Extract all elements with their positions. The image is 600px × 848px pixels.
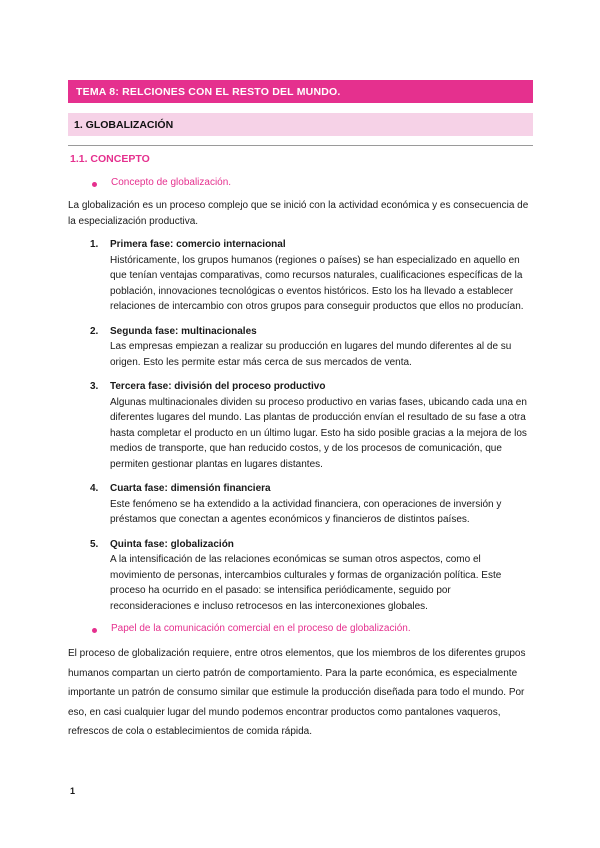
subsection-title: 1.1. CONCEPTO: [70, 153, 150, 165]
item-body: Algunas multinacionales dividen su proceso productivo en varias fases, ubicando cada una en diferentes lugares del mundo. Las plantas de producción envían el resultado de su fase a otra hasta completar el producto en un último lugar. Esto ha sido posible gracias a la mejora de los medios de transporte, que han reducido costos, y de los procesos de comunicación, que permiten gestionar plantas en lugares distantes.: [110, 396, 527, 470]
bullet-item-concept: [92, 177, 533, 188]
section-title: 1. GLOBALIZACIÓN: [74, 119, 174, 131]
list-item: [90, 324, 533, 371]
bullet-item-role: [92, 623, 533, 634]
item-heading: Segunda fase: multinacionales: [110, 325, 257, 337]
item-content: [110, 481, 533, 528]
item-heading: Primera fase: comercio internacional: [110, 239, 286, 250]
intro-paragraph: La globalización es un proceso complejo que se inició con la actividad económica y es consecuencia de la especialización productiva.: [68, 200, 529, 227]
item-body: A la intensificación de las relaciones económicas se suman otros aspectos, como el movimiento de personas, intercambios culturales y formas de organización política. Este proceso ha ocurrido en el pasado: se intensifica periódicamente, seguido por reconsideraciones e incluso retrocesos en las interconexiones globales.: [110, 554, 502, 612]
bullet-icon: [92, 182, 97, 187]
list-item: [90, 379, 533, 472]
page-number: 1: [70, 786, 76, 796]
item-heading: Tercera fase: división del proceso productivo: [110, 381, 326, 392]
item-heading: Quinta fase: globalización: [110, 538, 234, 550]
list-item: [90, 237, 533, 315]
item-number: 2.: [90, 325, 99, 337]
section-divider: [68, 145, 533, 146]
bullet-label: Papel de la comunicación comercial en el proceso de globalización.: [111, 623, 411, 634]
item-body: Este fenómeno se ha extendido a la actividad financiera, con operaciones de inversión y préstamos que conectan a agentes económicos y financieros de distintos países.: [110, 498, 502, 525]
list-item: [90, 537, 533, 615]
item-content: [110, 379, 533, 472]
closing-paragraph: El proceso de globalización requiere, entre otros elementos, que los miembros de los diferentes grupos humanos compartan un cierto patrón de comportamiento. Para la parte económica, es especialmente importante un patrón de consumo similar que estimule la producción diseñada para todo el mundo. Por eso, en casi cualquier lugar del mundo podemos encontrar productos como pantalones vaqueros, refrescos de cola o establecimientos de comida rápida.: [68, 648, 526, 737]
phases-list: [90, 237, 533, 614]
item-body: Las empresas empiezan a realizar su producción en lugares del mundo diferentes al de su origen. Esto les permite estar más cerca de sus mercados de venta.: [110, 341, 512, 368]
chapter-title: TEMA 8: RELCIONES CON EL RESTO DEL MUNDO.: [76, 86, 341, 98]
section-header: [68, 113, 533, 136]
list-item: [90, 481, 533, 528]
item-content: [110, 537, 533, 615]
item-content: [110, 237, 533, 315]
item-number: 1.: [90, 239, 99, 250]
chapter-title-banner: [68, 80, 533, 103]
item-content: [110, 324, 533, 371]
bullet-icon: [92, 628, 97, 633]
item-body: Históricamente, los grupos humanos (regiones o países) se han especializado en aquello en que tenían ventajas comparativas, como recursos naturales, cualificaciones específicas de la población, innovaciones tecnológicas o eventos históricos. Esto los ha llevado a establecer relaciones de intercambio con otros grupos para conseguir productos que ellos no producían.: [110, 254, 524, 312]
item-heading: Cuarta fase: dimensión financiera: [110, 483, 271, 494]
item-number: 5.: [90, 538, 99, 550]
item-number: 4.: [90, 483, 99, 494]
item-number: 3.: [90, 381, 99, 392]
bullet-label: Concepto de globalización.: [111, 177, 232, 188]
